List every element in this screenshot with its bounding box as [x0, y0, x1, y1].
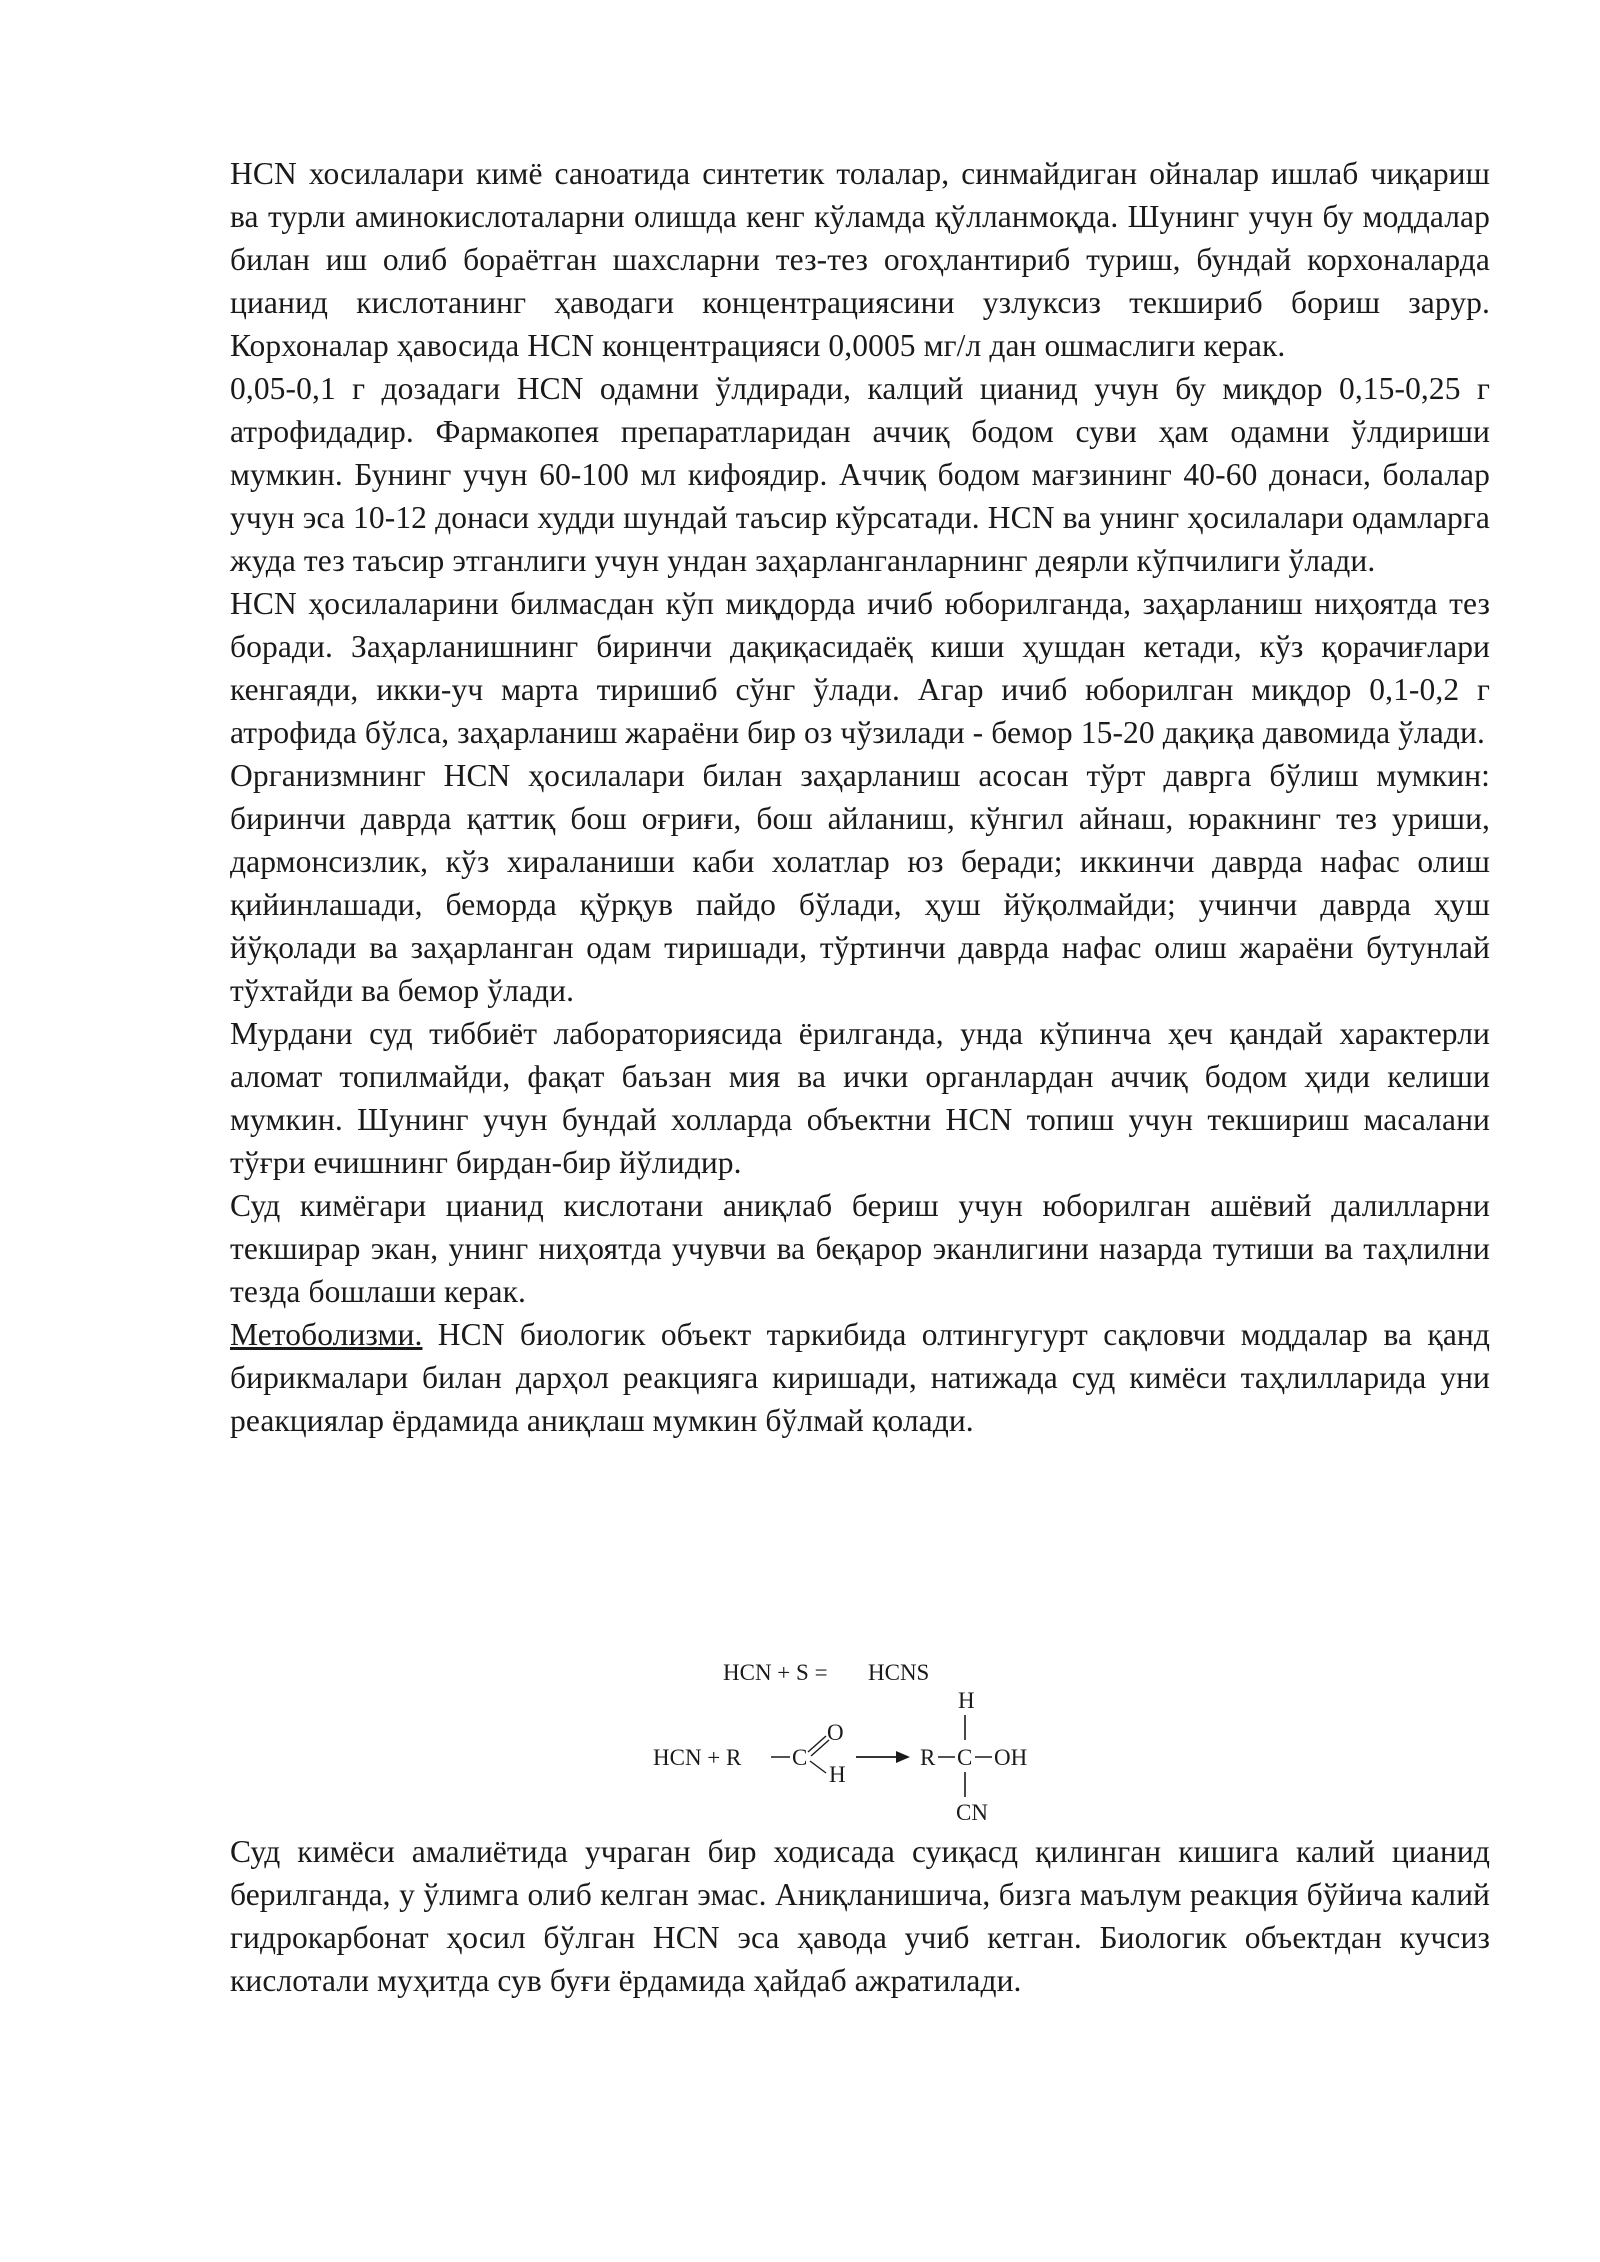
paragraph-poisoning-speed: HCN ҳосилаларини билмасдан кўп миқдорда ичиб юборилганда, заҳарланиш ниҳоятда тез боради. Заҳарланишнинг биринчи дақиқасидаёқ киши ҳушдан кетади, кўз қорачиғлари кенгаяди, икки-уч марта тиришиб сўнг ўлади. Агар ичиб юборилган миқдор 0,1-0,2 г атрофида бўлса, заҳарланиш жараёни бир оз чўзилади - бемор 15-20 дақиқа давомида ўлади. — [230, 586, 1490, 750]
reaction-formulas — [620, 1660, 1180, 1835]
product-carbon: C — [957, 1745, 973, 1770]
aldehyde-carbon: C — [792, 1745, 808, 1770]
product-hydrogen: H — [958, 1688, 975, 1713]
body-text-lower — [230, 1830, 1490, 2002]
metabolism-body: HCN биологик объект таркибида олтингугурт сақловчи моддалар ва қанд бирикмалари билан дарҳол реакцияга киришади, натижада суд кимёси таҳлилларида уни реакциялар ёрдамида аниқлаш мумкин бўлмай қолади. — [230, 1317, 1490, 1438]
paragraph-poisoning-stages: Организмнинг HCN ҳосилалари билан заҳарланиш асосан тўрт даврга бўлиш мумкин: биринчи даврда қаттиқ бош оғриғи, бош айланиш, кўнгил айнаш, юракнинг тез уриши, дармонсизлик, кўз хираланиши каби холатлар юз беради; иккинчи даврда нафас олиш қийинлашади, беморда қўрқув пайдо бўлади, ҳуш йўқолмайди; учинчи даврда ҳуш йўқолади ва заҳарланган одам тиришади, тўртинчи даврда нафас олиш жараёни бутунлай тўхтайди ва бемор ўлади. — [230, 758, 1490, 1008]
bond-c-h — [810, 1761, 826, 1773]
aldehyde-oxygen: O — [827, 1720, 844, 1745]
reaction-arrow-head — [896, 1751, 910, 1763]
paragraph-case-study: Суд кимёси амалиётида учраган бир ходисада суиқасд қилинган кишига калий цианид берилганда, у ўлимга олиб келган эмас. Аниқланишича, бизга маълум реакция бўйича калий гидрокарбонат ҳосил бўлган HCN эса ҳавода учиб кетган. Биологик объектдан кучсиз кислотали муҳитда сув буғи ёрдамида ҳайдаб ажратилади. — [230, 1834, 1490, 1998]
body-text-upper — [230, 152, 1490, 1442]
product-cn: CN — [956, 1800, 988, 1825]
product-r: R — [920, 1745, 936, 1770]
paragraph-lethal-dose: 0,05-0,1 г дозадаги HCN одамни ўлдиради, калций цианид учун бу миқдор 0,15-0,25 г атрофидадир. Фармакопея препаратларидан аччиқ бодом суви ҳам одамни ўлдириши мумкин. Бунинг учун 60-100 мл кифоядир. Аччиқ бодом мағзининг 40-60 донаси, болалар учун эса 10-12 донаси худди шундай таъсир кўрсатади. HCN ва унинг ҳосилалари одамларга жуда тез таъсир этганлиги учун ундан заҳарланганларнинг деярли кўпчилиги ўлади. — [230, 371, 1490, 578]
paragraph-metabolism — [230, 1313, 1490, 1442]
metabolism-heading: Метоболизми. — [230, 1317, 423, 1352]
paragraph-autopsy: Мурдани суд тиббиёт лабораториясида ёрилганда, унда кўпинча ҳеч қандай характерли аломат топилмайди, фақат баъзан мия ва ички органлардан аччиқ бодом ҳиди келиши мумкин. Шунинг учун бундай холларда объектни HCN топиш учун текшириш масалани тўғри ечишнинг бирдан-бир йўлидир. — [230, 1016, 1490, 1180]
paragraph-hcn-derivatives: HCN хосилалари кимё саноатида синтетик толалар, синмайдиган ойналар ишлаб чиқариш ва турли аминокислоталарни олишда кенг кўламда қўлланмоқда. Шунинг учун бу моддалар билан иш олиб бораётган шахсларни тез-тез огоҳлантириб туриш, бундай корхоналарда цианид кислотанинг ҳаводаги концентрациясини узлуксиз текшириб бориш зарур. Корхоналар ҳавосида HCN концентрацияси 0,0005 мг/л дан ошмаслиги керак. — [230, 156, 1490, 363]
reaction1-left: HCN + S = — [723, 1660, 828, 1685]
reaction2-reactant: HCN + R — [653, 1745, 742, 1770]
reaction-scheme — [620, 1660, 1180, 1835]
double-bond-1 — [808, 1736, 826, 1752]
product-oh: OH — [994, 1745, 1028, 1770]
aldehyde-hydrogen: H — [829, 1762, 846, 1787]
reaction1-right: HCNS — [868, 1660, 930, 1685]
paragraph-forensic-chemist: Суд кимёгари цианид кислотани аниқлаб бериш учун юборилган ашёвий далилларни текширар экан, унинг ниҳоятда учувчи ва беқарор эканлигини назарда тутиши ва таҳлилни тезда бошлаши керак. — [230, 1188, 1490, 1309]
